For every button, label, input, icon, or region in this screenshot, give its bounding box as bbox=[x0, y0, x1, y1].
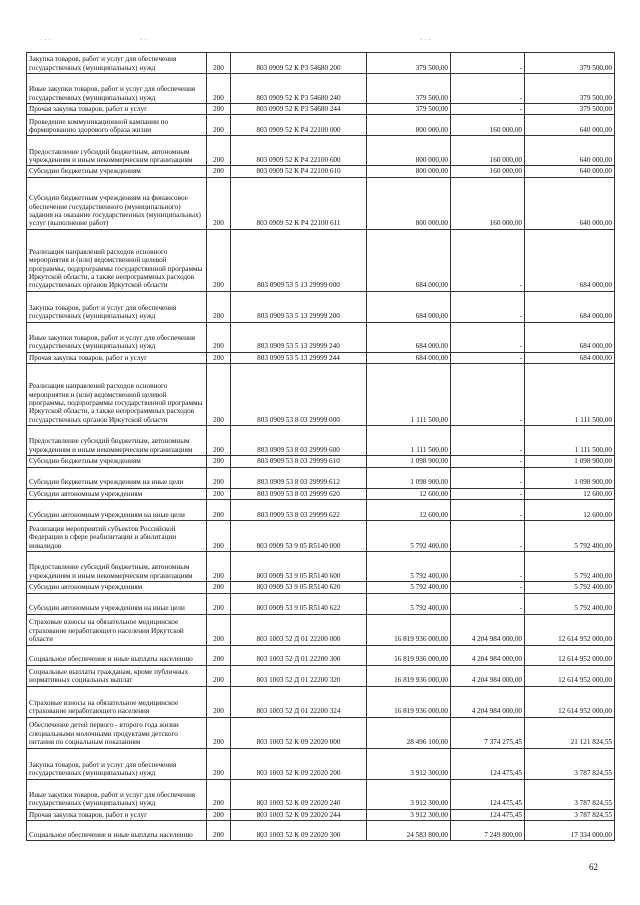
row-kbk-cell: 803 0909 53 5 13 29999 200 bbox=[231, 291, 367, 322]
row-name-cell: Предоставление субсидий бюджетным, автономным учреждениям и иным некоммерческим организациям bbox=[27, 136, 207, 166]
row-name-cell: Предоставление субсидий бюджетным, автономным учреждениям и иным некоммерческим организациям bbox=[27, 552, 207, 582]
row-unexecuted-cell: 684 000,00 bbox=[525, 352, 615, 363]
row-code-cell: 200 bbox=[207, 291, 231, 322]
row-executed-cell: 124 475,45 bbox=[451, 779, 525, 809]
row-executed-cell: 160 000,00 bbox=[451, 166, 525, 177]
row-name-cell: Прочая закупка товаров, работ и услуг bbox=[27, 352, 207, 363]
row-code-cell: 200 bbox=[207, 166, 231, 177]
row-unexecuted-cell: 5 792 400,00 bbox=[525, 582, 615, 593]
row-executed-cell: - bbox=[451, 426, 525, 456]
row-name-cell: Проведение коммуникационной кампании по формированию здорового образа жизни bbox=[27, 115, 207, 136]
row-approved-cell: 379 500,00 bbox=[367, 104, 451, 115]
table-row bbox=[27, 104, 615, 115]
table-row bbox=[27, 291, 615, 322]
row-unexecuted-cell: 3 787 824,55 bbox=[525, 748, 615, 779]
row-name-cell: Иные закупки товаров, работ и услуг для обеспечения государственных (муниципальных) нужд bbox=[27, 322, 207, 352]
row-unexecuted-cell: 684 000,00 bbox=[525, 229, 615, 291]
table-row bbox=[27, 552, 615, 582]
row-approved-cell: 800 000,00 bbox=[367, 136, 451, 166]
row-code-cell: 200 bbox=[207, 779, 231, 809]
row-name-cell: Субсидии автономным учреждениям на иные цели bbox=[27, 593, 207, 614]
row-kbk-cell: 803 0909 52 К Р4 22100 600 bbox=[231, 136, 367, 166]
row-name-cell: Субсидии бюджетным учреждениям bbox=[27, 166, 207, 177]
row-approved-cell: 16 819 936 000,00 bbox=[367, 645, 451, 665]
scan-mark-right: · · · bbox=[420, 36, 431, 44]
table-row bbox=[27, 166, 615, 177]
row-kbk-cell: 803 0909 53 9 05 R5140 000 bbox=[231, 521, 367, 552]
row-name-cell: Реализация направлений расходов основного мероприятия и (или) ведомственной целевой программы, подпрограммы государственной программы Иркутской области, а также непрограммных расходов государственных органов Иркутской области bbox=[27, 229, 207, 291]
table-row bbox=[27, 53, 615, 74]
row-name-cell: Страховые взносы на обязательное медицинское страхование неработающего населения Иркутской области bbox=[27, 614, 207, 645]
row-unexecuted-cell: 640 000,00 bbox=[525, 115, 615, 136]
row-executed-cell: - bbox=[451, 521, 525, 552]
row-kbk-cell: 803 0909 52 К Р3 54680 200 bbox=[231, 53, 367, 74]
row-unexecuted-cell: 12 614 952 000,00 bbox=[525, 665, 615, 686]
row-name-cell: Предоставление субсидий бюджетным, автономным учреждениям и иным некоммерческим организациям bbox=[27, 426, 207, 456]
scan-mark-left: · · · bbox=[40, 36, 51, 44]
row-unexecuted-cell: 379 500,00 bbox=[525, 74, 615, 104]
budget-execution-table bbox=[26, 52, 615, 841]
row-kbk-cell: 803 0909 53 8 03 29999 610 bbox=[231, 456, 367, 467]
row-kbk-cell: 803 0909 53 8 03 29999 612 bbox=[231, 467, 367, 488]
row-kbk-cell: 803 0909 53 9 05 R5140 600 bbox=[231, 552, 367, 582]
row-unexecuted-cell: 1 111 500,00 bbox=[525, 426, 615, 456]
row-executed-cell: 160 000,00 bbox=[451, 177, 525, 229]
row-name-cell: Иные закупки товаров, работ и услуг для обеспечения государственных (муниципальных) нужд bbox=[27, 74, 207, 104]
row-kbk-cell: 803 1003 52 К 09 22020 244 bbox=[231, 809, 367, 820]
row-kbk-cell: 803 0909 52 К Р4 22100 611 bbox=[231, 177, 367, 229]
table-row bbox=[27, 717, 615, 748]
row-approved-cell: 16 819 936 000,00 bbox=[367, 686, 451, 717]
row-unexecuted-cell: 12 614 952 000,00 bbox=[525, 645, 615, 665]
row-kbk-cell: 803 1003 52 К 09 22020 000 bbox=[231, 717, 367, 748]
row-kbk-cell: 803 0909 53 9 05 R5140 622 bbox=[231, 593, 367, 614]
row-executed-cell: 160 000,00 bbox=[451, 136, 525, 166]
row-code-cell: 200 bbox=[207, 467, 231, 488]
row-kbk-cell: 803 0909 52 К Р3 54680 240 bbox=[231, 74, 367, 104]
table-row bbox=[27, 456, 615, 467]
row-approved-cell: 16 819 936 000,00 bbox=[367, 614, 451, 645]
row-approved-cell: 12 600,00 bbox=[367, 488, 451, 499]
row-code-cell: 200 bbox=[207, 500, 231, 521]
row-code-cell: 200 bbox=[207, 821, 231, 841]
row-executed-cell: - bbox=[451, 104, 525, 115]
row-approved-cell: 16 819 936 000,00 bbox=[367, 665, 451, 686]
row-kbk-cell: 803 1003 52 Д 01 22200 320 bbox=[231, 665, 367, 686]
row-unexecuted-cell: 684 000,00 bbox=[525, 291, 615, 322]
table-row bbox=[27, 593, 615, 614]
table-row bbox=[27, 748, 615, 779]
row-name-cell: Субсидии автономным учреждениям bbox=[27, 582, 207, 593]
row-executed-cell: 4 204 984 000,00 bbox=[451, 665, 525, 686]
row-executed-cell: - bbox=[451, 322, 525, 352]
row-code-cell: 200 bbox=[207, 717, 231, 748]
row-name-cell: Реализация направлений расходов основного мероприятия и (или) ведомственной целевой программы, подпрограммы государственной программы Иркутской области, а также непрограммных расходов государственных органов Иркутской области bbox=[27, 364, 207, 426]
table-row bbox=[27, 521, 615, 552]
row-unexecuted-cell: 12 614 952 000,00 bbox=[525, 686, 615, 717]
row-executed-cell: - bbox=[451, 74, 525, 104]
table-row bbox=[27, 364, 615, 426]
row-name-cell: Прочая закупка товаров, работ и услуг bbox=[27, 104, 207, 115]
row-name-cell: Реализация мероприятий субъектов Российской Федерации в сфере реабилитации и абилитации инвалидов bbox=[27, 521, 207, 552]
row-executed-cell: 4 204 984 000,00 bbox=[451, 645, 525, 665]
row-code-cell: 200 bbox=[207, 809, 231, 820]
row-kbk-cell: 803 0909 53 9 05 R5140 620 bbox=[231, 582, 367, 593]
row-code-cell: 200 bbox=[207, 552, 231, 582]
row-executed-cell: 4 204 984 000,00 bbox=[451, 686, 525, 717]
row-unexecuted-cell: 3 787 824,55 bbox=[525, 779, 615, 809]
row-approved-cell: 800 000,00 bbox=[367, 166, 451, 177]
row-unexecuted-cell: 5 792 400,00 bbox=[525, 521, 615, 552]
row-executed-cell: - bbox=[451, 582, 525, 593]
row-unexecuted-cell: 640 000,00 bbox=[525, 166, 615, 177]
scan-artifacts bbox=[0, 36, 640, 50]
row-executed-cell: - bbox=[451, 500, 525, 521]
row-name-cell: Обеспечение детей первого - второго года жизни специальными молочными продуктами детского питания по социальным показаниям bbox=[27, 717, 207, 748]
row-name-cell: Закупка товаров, работ и услуг для обеспечения государственных (муниципальных) нужд bbox=[27, 53, 207, 74]
table-body bbox=[27, 53, 615, 841]
row-kbk-cell: 803 1003 52 К 09 22020 300 bbox=[231, 821, 367, 841]
row-code-cell: 200 bbox=[207, 426, 231, 456]
row-approved-cell: 684 000,00 bbox=[367, 291, 451, 322]
row-code-cell: 200 bbox=[207, 686, 231, 717]
row-unexecuted-cell: 1 111 500,00 bbox=[525, 364, 615, 426]
row-approved-cell: 3 912 300,00 bbox=[367, 809, 451, 820]
row-approved-cell: 379 500,00 bbox=[367, 53, 451, 74]
row-executed-cell: - bbox=[451, 291, 525, 322]
table-row bbox=[27, 177, 615, 229]
row-code-cell: 200 bbox=[207, 665, 231, 686]
row-unexecuted-cell: 379 500,00 bbox=[525, 53, 615, 74]
row-approved-cell: 684 000,00 bbox=[367, 352, 451, 363]
row-name-cell: Субсидии автономным учреждениям на иные цели bbox=[27, 500, 207, 521]
row-unexecuted-cell: 640 000,00 bbox=[525, 177, 615, 229]
row-approved-cell: 800 000,00 bbox=[367, 177, 451, 229]
row-unexecuted-cell: 21 121 824,55 bbox=[525, 717, 615, 748]
row-code-cell: 200 bbox=[207, 748, 231, 779]
table-row bbox=[27, 136, 615, 166]
table-row bbox=[27, 74, 615, 104]
row-kbk-cell: 803 0909 53 8 03 29999 000 bbox=[231, 364, 367, 426]
row-executed-cell: - bbox=[451, 364, 525, 426]
row-approved-cell: 5 792 400,00 bbox=[367, 593, 451, 614]
row-name-cell: Субсидии бюджетным учреждениям на иные цели bbox=[27, 467, 207, 488]
row-executed-cell: - bbox=[451, 488, 525, 499]
table-row bbox=[27, 467, 615, 488]
row-code-cell: 200 bbox=[207, 352, 231, 363]
row-unexecuted-cell: 12 600,00 bbox=[525, 488, 615, 499]
row-code-cell: 200 bbox=[207, 115, 231, 136]
row-kbk-cell: 803 1003 52 Д 01 22200 000 bbox=[231, 614, 367, 645]
row-executed-cell: 124 475,45 bbox=[451, 748, 525, 779]
row-code-cell: 200 bbox=[207, 488, 231, 499]
table-row bbox=[27, 665, 615, 686]
row-name-cell: Закупка товаров, работ и услуг для обеспечения государственных (муниципальных) нужд bbox=[27, 748, 207, 779]
row-code-cell: 200 bbox=[207, 74, 231, 104]
table-row bbox=[27, 488, 615, 499]
row-name-cell: Субсидии бюджетным учреждениям на финансовое обеспечение государственного (муниципального) задания на оказание государственных (муниципальных) услуг (выполнение работ) bbox=[27, 177, 207, 229]
table-row bbox=[27, 322, 615, 352]
row-approved-cell: 379 500,00 bbox=[367, 74, 451, 104]
row-approved-cell: 3 912 300,00 bbox=[367, 779, 451, 809]
row-code-cell: 200 bbox=[207, 582, 231, 593]
row-executed-cell: - bbox=[451, 552, 525, 582]
row-approved-cell: 1 098 900,00 bbox=[367, 456, 451, 467]
table-row bbox=[27, 809, 615, 820]
row-executed-cell: 7 374 275,45 bbox=[451, 717, 525, 748]
row-code-cell: 200 bbox=[207, 177, 231, 229]
row-kbk-cell: 803 0909 53 5 13 29999 240 bbox=[231, 322, 367, 352]
row-approved-cell: 12 600,00 bbox=[367, 500, 451, 521]
row-executed-cell: - bbox=[451, 53, 525, 74]
row-unexecuted-cell: 12 614 952 000,00 bbox=[525, 614, 615, 645]
row-executed-cell: 124 475,45 bbox=[451, 809, 525, 820]
row-unexecuted-cell: 379 500,00 bbox=[525, 104, 615, 115]
row-unexecuted-cell: 684 000,00 bbox=[525, 322, 615, 352]
row-executed-cell: 7 249 800,00 bbox=[451, 821, 525, 841]
table-row bbox=[27, 645, 615, 665]
row-code-cell: 200 bbox=[207, 521, 231, 552]
scan-mark-center: · · bbox=[140, 36, 147, 44]
row-executed-cell: - bbox=[451, 352, 525, 363]
row-code-cell: 200 bbox=[207, 614, 231, 645]
row-kbk-cell: 803 1003 52 К 09 22020 240 bbox=[231, 779, 367, 809]
table-row bbox=[27, 500, 615, 521]
row-kbk-cell: 803 0909 53 8 03 29999 622 bbox=[231, 500, 367, 521]
row-executed-cell: - bbox=[451, 467, 525, 488]
row-code-cell: 200 bbox=[207, 456, 231, 467]
row-unexecuted-cell: 640 000,00 bbox=[525, 136, 615, 166]
row-code-cell: 200 bbox=[207, 53, 231, 74]
row-approved-cell: 5 792 400,00 bbox=[367, 521, 451, 552]
row-code-cell: 200 bbox=[207, 229, 231, 291]
row-approved-cell: 5 792 400,00 bbox=[367, 582, 451, 593]
row-name-cell: Субсидии автономным учреждениям bbox=[27, 488, 207, 499]
row-approved-cell: 684 000,00 bbox=[367, 229, 451, 291]
row-unexecuted-cell: 17 334 000,00 bbox=[525, 821, 615, 841]
table-row bbox=[27, 821, 615, 841]
row-unexecuted-cell: 1 098 900,00 bbox=[525, 456, 615, 467]
row-executed-cell: - bbox=[451, 593, 525, 614]
row-name-cell: Иные закупки товаров, работ и услуг для обеспечения государственных (муниципальных) нужд bbox=[27, 779, 207, 809]
row-approved-cell: 684 000,00 bbox=[367, 322, 451, 352]
table-row bbox=[27, 614, 615, 645]
table-row bbox=[27, 426, 615, 456]
row-kbk-cell: 803 0909 53 8 03 29999 600 bbox=[231, 426, 367, 456]
table-row bbox=[27, 582, 615, 593]
row-kbk-cell: 803 1003 52 Д 01 22200 300 bbox=[231, 645, 367, 665]
page-number: 62 bbox=[589, 862, 598, 872]
row-kbk-cell: 803 1003 52 К 09 22020 200 bbox=[231, 748, 367, 779]
row-unexecuted-cell: 5 792 400,00 bbox=[525, 593, 615, 614]
row-name-cell: Социальное обеспечение и иные выплаты населению bbox=[27, 645, 207, 665]
table-row bbox=[27, 779, 615, 809]
row-kbk-cell: 803 0909 53 8 03 29999 620 bbox=[231, 488, 367, 499]
row-approved-cell: 1 111 500,00 bbox=[367, 426, 451, 456]
row-approved-cell: 24 583 800,00 bbox=[367, 821, 451, 841]
row-kbk-cell: 803 0909 52 К Р3 54680 244 bbox=[231, 104, 367, 115]
row-code-cell: 200 bbox=[207, 104, 231, 115]
row-approved-cell: 1 111 500,00 bbox=[367, 364, 451, 426]
table-row bbox=[27, 352, 615, 363]
row-kbk-cell: 803 0909 53 5 13 29999 000 bbox=[231, 229, 367, 291]
row-code-cell: 200 bbox=[207, 645, 231, 665]
row-executed-cell: - bbox=[451, 229, 525, 291]
row-kbk-cell: 803 0909 53 5 13 29999 244 bbox=[231, 352, 367, 363]
row-unexecuted-cell: 5 792 400,00 bbox=[525, 552, 615, 582]
row-code-cell: 200 bbox=[207, 593, 231, 614]
row-kbk-cell: 803 0909 52 К Р4 22100 610 bbox=[231, 166, 367, 177]
row-name-cell: Социальные выплаты гражданам, кроме публичных нормативных социальных выплат bbox=[27, 665, 207, 686]
row-unexecuted-cell: 12 600,00 bbox=[525, 500, 615, 521]
row-unexecuted-cell: 3 787 824,55 bbox=[525, 809, 615, 820]
row-name-cell: Социальное обеспечение и иные выплаты населению bbox=[27, 821, 207, 841]
row-executed-cell: 4 204 984 000,00 bbox=[451, 614, 525, 645]
row-name-cell: Закупка товаров, работ и услуг для обеспечения государственных (муниципальных) нужд bbox=[27, 291, 207, 322]
row-approved-cell: 1 098 900,00 bbox=[367, 467, 451, 488]
row-code-cell: 200 bbox=[207, 136, 231, 166]
row-code-cell: 200 bbox=[207, 322, 231, 352]
row-name-cell: Страховые взносы на обязательное медицинское страхование неработающего населения bbox=[27, 686, 207, 717]
table-row bbox=[27, 686, 615, 717]
row-kbk-cell: 803 1003 52 Д 01 22200 324 bbox=[231, 686, 367, 717]
table-row bbox=[27, 229, 615, 291]
row-unexecuted-cell: 1 098 900,00 bbox=[525, 467, 615, 488]
row-code-cell: 200 bbox=[207, 364, 231, 426]
row-executed-cell: - bbox=[451, 456, 525, 467]
row-approved-cell: 800 000,00 bbox=[367, 115, 451, 136]
row-name-cell: Прочая закупка товаров, работ и услуг bbox=[27, 809, 207, 820]
row-executed-cell: 160 000,00 bbox=[451, 115, 525, 136]
row-approved-cell: 5 792 400,00 bbox=[367, 552, 451, 582]
row-approved-cell: 28 496 100,00 bbox=[367, 717, 451, 748]
table-row bbox=[27, 115, 615, 136]
row-kbk-cell: 803 0909 52 К Р4 22100 000 bbox=[231, 115, 367, 136]
row-approved-cell: 3 912 300,00 bbox=[367, 748, 451, 779]
row-name-cell: Субсидии бюджетным учреждениям bbox=[27, 456, 207, 467]
